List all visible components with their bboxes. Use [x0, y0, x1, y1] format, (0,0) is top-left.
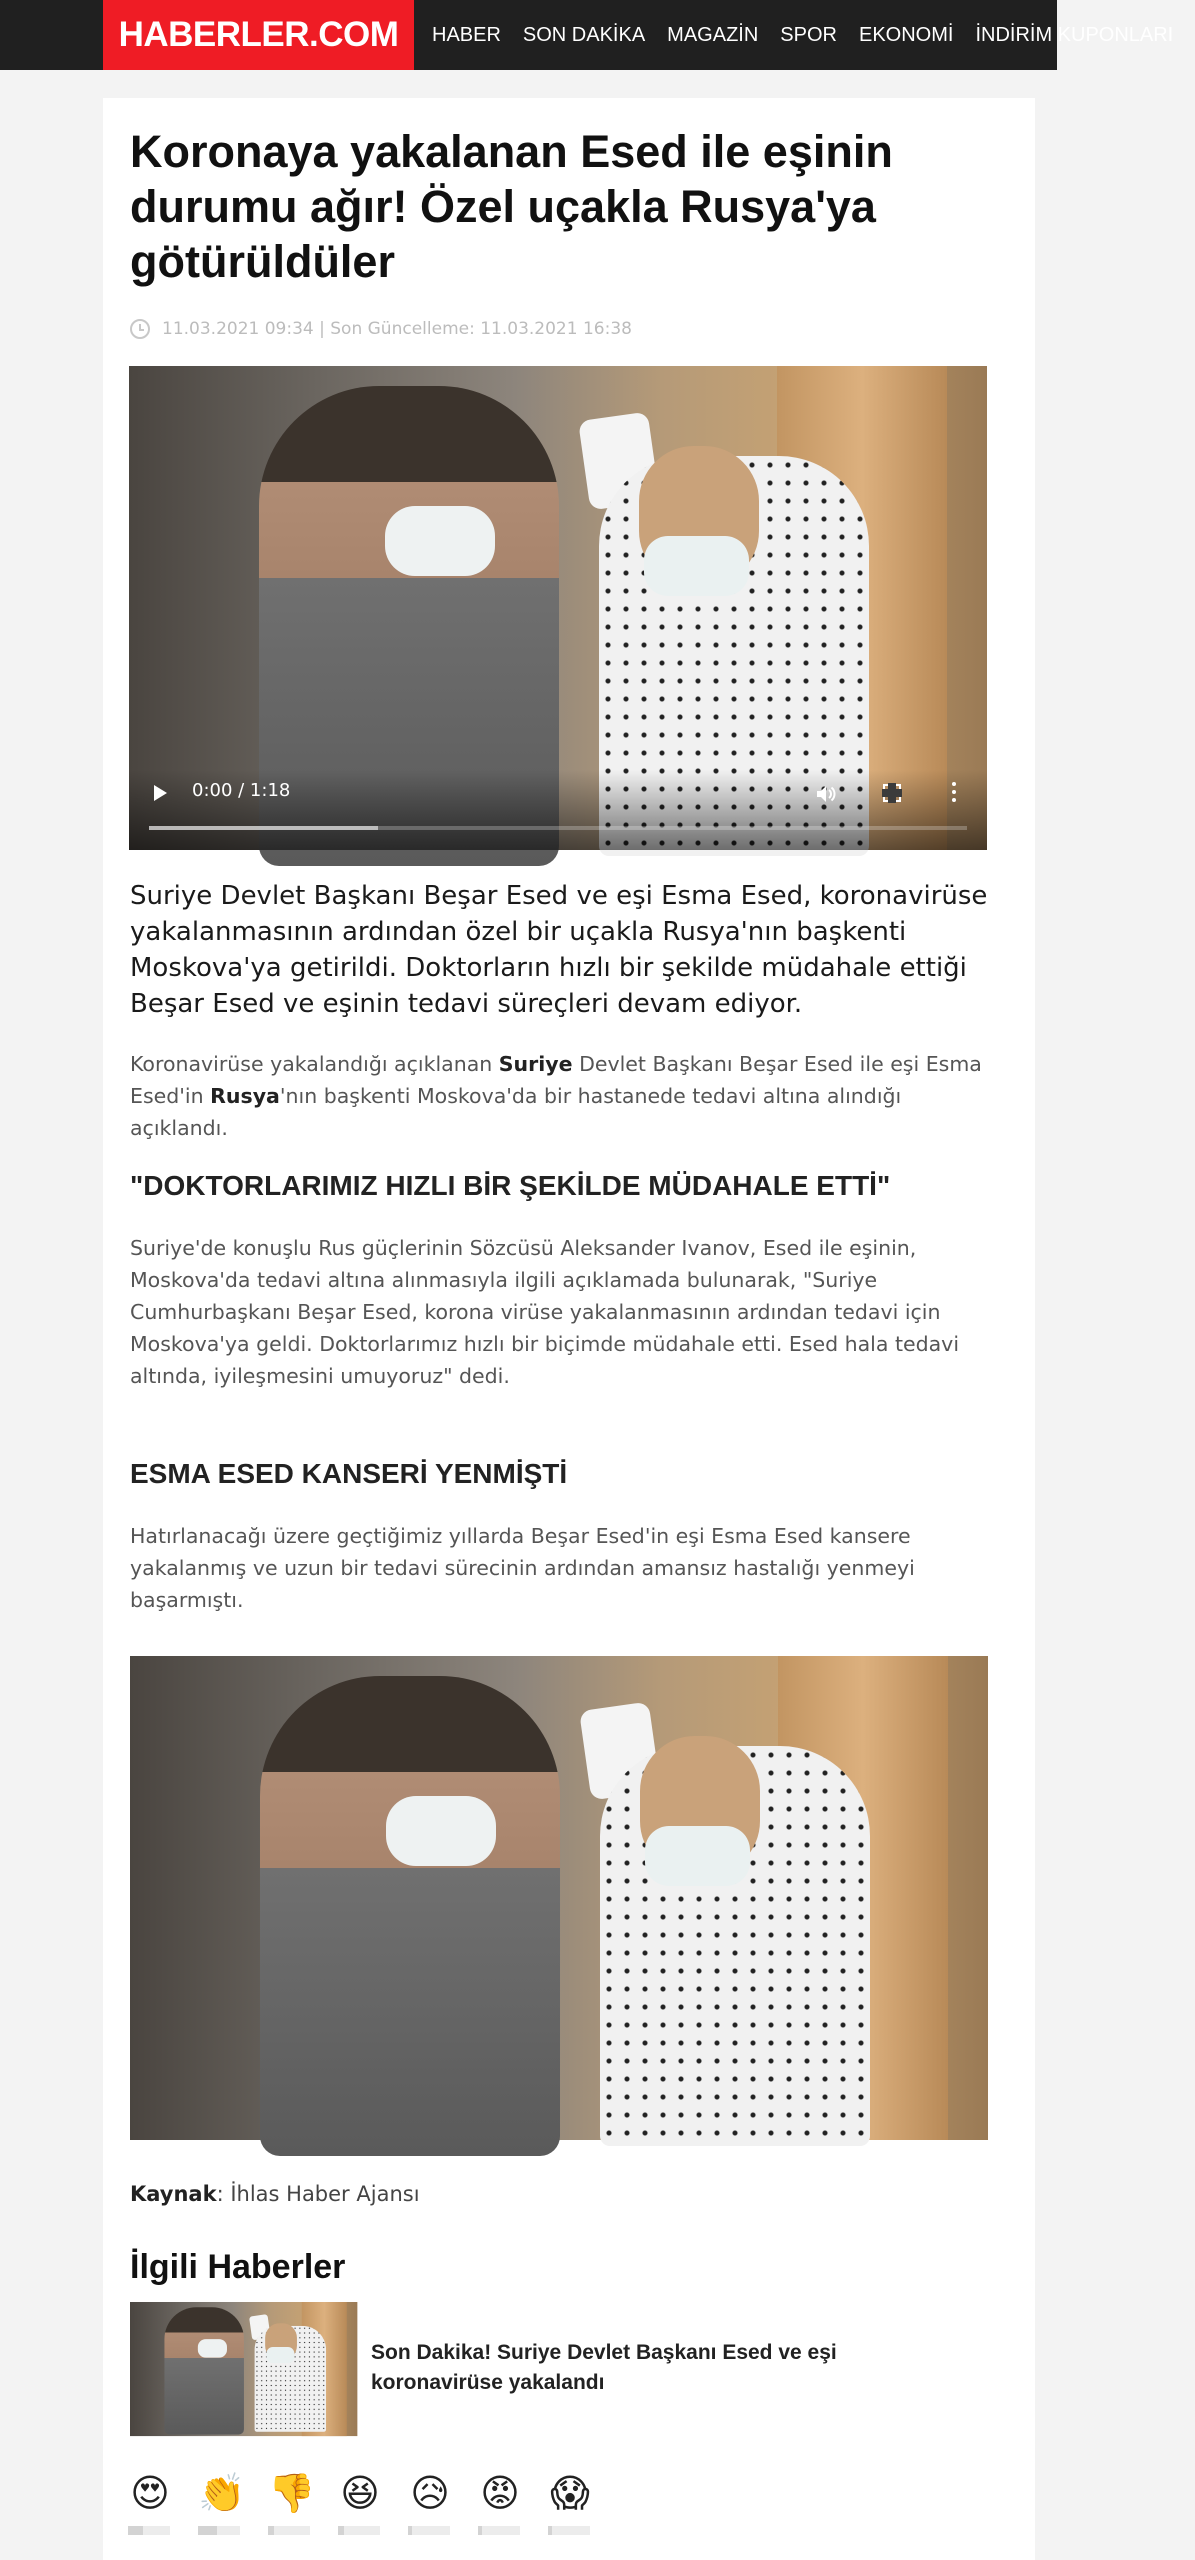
top-navbar [0, 0, 1174, 70]
reaction-level-bar [478, 2526, 520, 2535]
reaction-love-icon: 😍 [130, 2471, 170, 2515]
article-paragraph-3: Hatırlanacağı üzere geçtiğimiz yıllarda Beşar Esed'in eşi Esma Esed kansere yakalanmış ve uzun bir tedavi sürecinin ardından amansız hastalığı yenmeyi başarmıştı. [130, 1524, 915, 1612]
related-news-thumbnail[interactable] [130, 2302, 357, 2436]
reaction-dislike-button[interactable] [268, 2470, 316, 2535]
reaction-laugh-button[interactable] [338, 2470, 382, 2535]
reaction-level-bar [268, 2526, 310, 2535]
related-news-title: İlgili Haberler [130, 2248, 346, 2286]
video-time: 0:00 / 1:18 [192, 780, 291, 801]
related-news-link[interactable]: Son Dakika! Suriye Devlet Başkanı Esed ve eşi koronavirüse yakalandı [371, 2341, 837, 2394]
article-meta [130, 318, 632, 340]
reaction-shocked-icon: 😱 [550, 2471, 590, 2515]
article-image [130, 1656, 988, 2140]
subheading-esma: ESMA ESED KANSERİ YENMİŞTİ [130, 1458, 568, 1489]
reaction-bar [128, 2470, 618, 2535]
reaction-love-button[interactable] [128, 2470, 172, 2535]
reaction-laugh-icon: 😆 [340, 2471, 380, 2515]
nav-item-ekonomi[interactable]: EKONOMİ [858, 23, 954, 46]
article-paragraph-2: Suriye'de konuşlu Rus güçlerinin Sözcüsü Aleksander Ivanov, Esed ile eşinin, Moskova'da tedavi altına alınmasıyla ilgili açıklamada bulunarak, "Suriye Cumhurbaşkanı Beşar Esed, korona virüse yakalanmasının ardından tedavi için Moskova'ya geldi. Doktorlarımız hızlı bir biçimde müdahale etti. Esed hala tedavi altında, iyileşmesini umuyoruz" dedi. [130, 1236, 960, 1388]
article-paragraph-1: Koronavirüse yakalandığı açıklanan Suriye Devlet Başkanı Beşar Esed ile eşi Esma Esed'in Rusya'nın başkenti Moskova'da bir hastanede tedavi altına alındığı açıklandı. [130, 1052, 982, 1140]
reaction-angry-button[interactable] [478, 2470, 522, 2535]
nav-item-haber[interactable]: HABER [432, 23, 501, 46]
volume-icon[interactable] [814, 782, 838, 806]
nav-item-magazin[interactable]: MAGAZİN [667, 23, 759, 46]
nav-item-indirim-kuponlari[interactable]: İNDİRİM KUPONLARI [975, 23, 1174, 46]
reaction-clap-icon: 👏 [198, 2471, 246, 2515]
reaction-level-bar [548, 2526, 590, 2535]
reaction-level-bar [198, 2526, 240, 2535]
fullscreen-icon[interactable] [883, 784, 901, 802]
reaction-sad-icon: 😥 [410, 2471, 450, 2515]
logo-text: HABERLER.COM [118, 15, 399, 54]
reaction-level-bar [408, 2526, 450, 2535]
reaction-sad-button[interactable] [408, 2470, 452, 2535]
site-logo[interactable] [103, 0, 414, 70]
main-nav [432, 0, 1195, 70]
article-title: Koronaya yakalanan Esed ile eşinin durumu ağır! Özel uçakla Rusya'ya götürüldüler [130, 126, 893, 287]
reaction-dislike-icon: 👎 [268, 2471, 316, 2515]
reaction-clap-button[interactable] [198, 2470, 246, 2535]
article-date: 11.03.2021 09:34 | Son Güncelleme: 11.03.2021 16:38 [162, 319, 632, 339]
video-player[interactable] [129, 366, 987, 850]
video-progress-bar[interactable] [149, 826, 967, 830]
reaction-level-bar [338, 2526, 380, 2535]
article-source: Kaynak: İhlas Haber Ajansı [130, 2182, 420, 2206]
reaction-shocked-button[interactable] [548, 2470, 592, 2535]
clock-icon [130, 319, 150, 339]
video-controls [129, 770, 987, 850]
nav-item-son-dakika[interactable]: SON DAKİKA [522, 23, 646, 46]
reaction-angry-icon: 😡 [480, 2471, 520, 2515]
subheading-doctors: "DOKTORLARIMIZ HIZLI BİR ŞEKİLDE MÜDAHALE ETTİ" [130, 1170, 891, 1201]
nav-item-spor[interactable]: SPOR [780, 23, 837, 46]
related-news-item[interactable] [130, 2302, 990, 2436]
more-options-icon[interactable] [951, 782, 957, 806]
reaction-level-bar [128, 2526, 170, 2535]
play-icon[interactable] [154, 785, 167, 801]
article-lead: Suriye Devlet Başkanı Beşar Esed ve eşi Esma Esed, koronavirüse yakalanmasının ardından özel bir uçakla Rusya'nın başkenti Moskova'ya getirildi. Doktorların hızlı bir şekilde müdahale ettiği Beşar Esed ve eşinin tedavi süreçleri devam ediyor. [130, 881, 988, 1019]
